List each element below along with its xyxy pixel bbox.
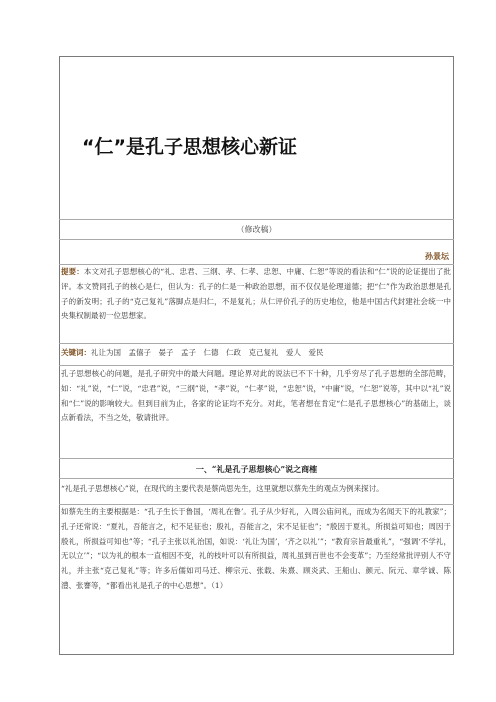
- body-paragraph: 如蔡先生的主要根据是：“孔子生长于鲁国，‘周礼在鲁’。孔子从少好礼，入周公庙问礼，而成为名闻天下的礼教家”；孔子还常说：“夏礼，吾能言之，杞不足征也；殷礼，吾能言之，宋不足征也”；“殷因于夏礼，所损益可知也；周因于殷礼，所损益可知也”等；“孔子主张以礼治国，如说：‘礼让为国’，‘齐之以礼’”；“教育宗旨最重礼”，“强调‘不学礼，无以立’”；“以为礼的根本一直相因不变，礼的枝叶可以有所损益，周礼虽到百世也不会变革”；乃至经常批评别人不守礼，并主张“克己复礼”等；许多后儒如司马迁、柳宗元、张载、朱熹、顾炎武、王船山、颜元、阮元、章学诚、陈澧、张謇等，“都看出礼是孔子的中心思想”。（1）: [61, 507, 451, 590]
- intro-paragraph: 孔子思想核心的问题，是孔子研究中的最大问题。理论界对此的说法已不下十种，几乎穷尽了孔子思想的全部范畴，如：“礼”说，“仁”说，“忠君”说，“三纲”说，“孝”说，“仁孝”说，“忠恕”说，“中庸”说，“仁恕”说等，其中以“礼”说和“仁”说的影响较大。但到目前为止，各家的论证均不充分。对此，笔者想在肯定“仁是孔子思想核心”的基础上，谈点新看法，不当之处，敬请批评。: [61, 369, 451, 423]
- revision-note: （修改稿）: [236, 225, 277, 234]
- divider: [59, 219, 454, 220]
- abstract-text: 本文对孔子思想核心的“礼、忠君、三纲、孝、仁孝、忠恕、中庸、仁恕”等说的看法和“仁”说的论证提出了批评。本文赞同孔子的核心是仁，但认为：孔子的仁是一种政治思想，而不仅仅是伦理道德；把“仁”作为政治思想是孔子的新发明；孔子的“克己复礼”落脚点是归仁，不是复礼；从仁评价孔子的历史地位，他是中国古代封建社会统一中央集权制最初一位思想家。: [61, 267, 451, 321]
- author-name: 孙景坛: [425, 251, 449, 261]
- keywords-label: 关键词：: [61, 348, 91, 357]
- document-title: “仁”是孔子思想核心新证: [82, 136, 297, 158]
- divider: [59, 239, 454, 240]
- abstract-label: 提要：: [61, 267, 84, 276]
- section-heading: 一、“礼是孔子思想核心”说之商榷: [195, 464, 318, 474]
- keywords-text: 礼让为国 孟僖子 晏子 孟子 仁德 仁政 克己复礼 爱人 爱民: [91, 348, 324, 357]
- divider: [59, 343, 454, 344]
- divider: [59, 365, 454, 366]
- keywords-line: [61, 346, 451, 360]
- abstract-paragraph: [61, 265, 451, 324]
- body-paragraph: “礼是孔子思想核心”说，在现代的主要代表是蔡尚思先生，这里就想以蔡先生的观点为例来探讨。: [61, 484, 384, 493]
- divider: [59, 458, 454, 459]
- divider: [59, 478, 454, 479]
